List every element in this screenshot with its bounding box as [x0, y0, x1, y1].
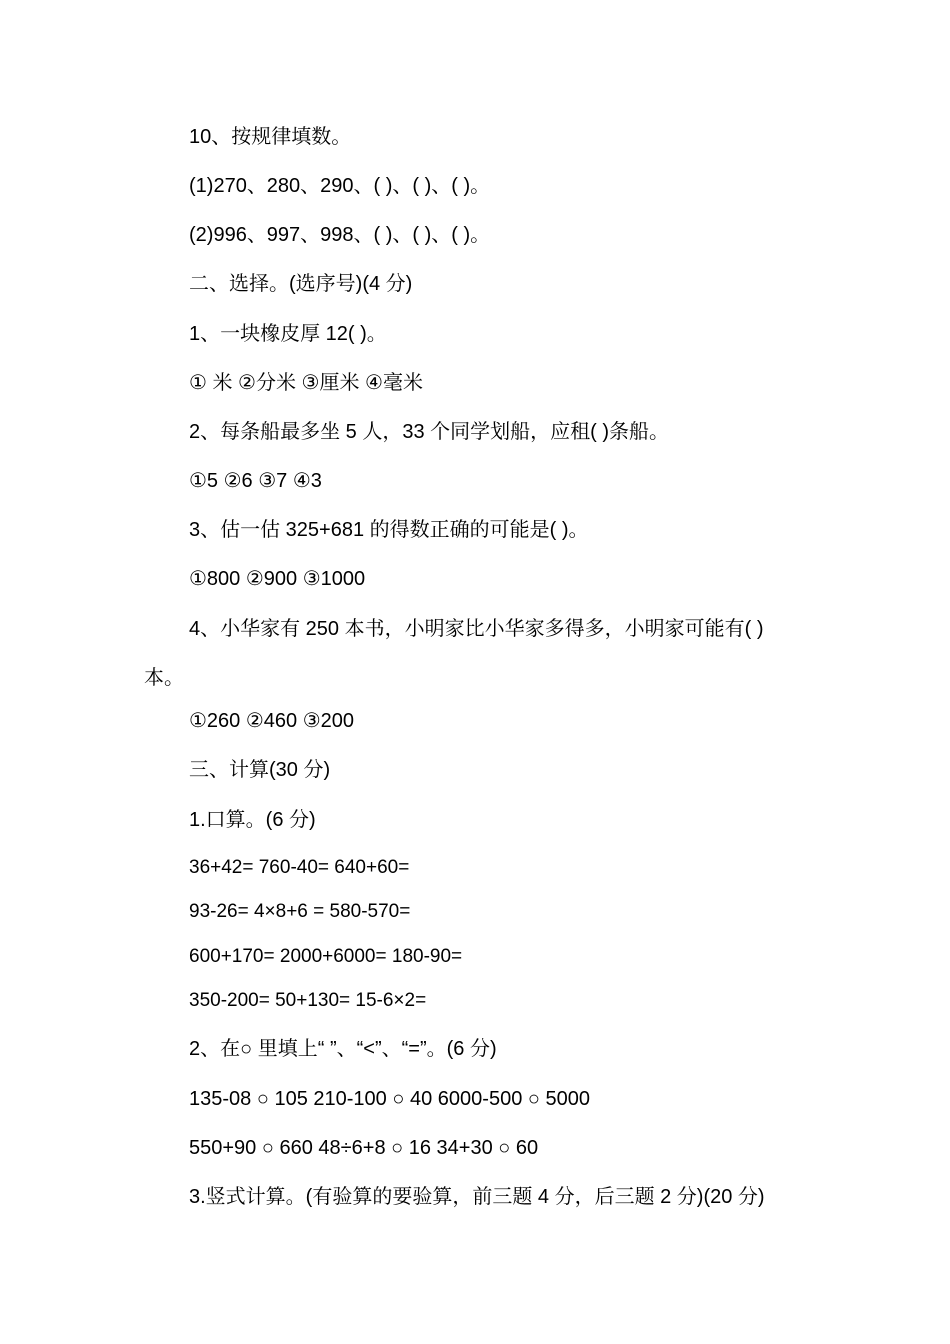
- question-10-part-1: (1)270、280、290、( )、( )、( )。: [189, 175, 491, 197]
- mental-math-row-2: 93-26= 4×8+6 = 580-570=: [189, 901, 411, 922]
- choice-question-4-options: ①260 ②460 ③200: [189, 710, 355, 732]
- compare-heading: 2、在○ 里填上“ ”、“<”、“=”。(6 分): [189, 1038, 497, 1060]
- choice-question-1: 1、一块橡皮厚 12( )。: [189, 323, 387, 345]
- choice-question-4: 4、小华家有 250 本书，小明家比小华家多得多，小明家可能有( ): [189, 618, 764, 640]
- mental-math-row-1: 36+42= 760-40= 640+60=: [189, 857, 410, 878]
- mental-math-row-4: 350-200= 50+130= 15-6×2=: [189, 990, 427, 1011]
- choice-question-2-options: ①5 ②6 ③7 ④3: [189, 470, 322, 492]
- section-3-heading: 三、计算(30 分): [189, 759, 331, 781]
- choice-question-3: 3、估一估 325+681 的得数正确的可能是( )。: [189, 519, 589, 541]
- section-2-heading: 二、选择。(选序号)(4 分): [189, 273, 413, 295]
- mental-math-heading: 1.口算。(6 分): [189, 809, 316, 831]
- mental-math-row-3: 600+170= 2000+6000= 180-90=: [189, 946, 463, 967]
- choice-question-4-continuation: 本。: [144, 667, 184, 689]
- choice-question-2: 2、每条船最多坐 5 人，33 个同学划船，应租( )条船。: [189, 421, 670, 443]
- question-10-part-2: (2)996、997、998、( )、( )、( )。: [189, 224, 491, 246]
- choice-question-1-options: ① 米 ②分米 ③厘米 ④毫米: [189, 372, 423, 394]
- question-10-title: 10、按规律填数。: [189, 126, 352, 148]
- vertical-calc-heading: 3.竖式计算。(有验算的要验算，前三题 4 分，后三题 2 分)(20 分): [189, 1186, 765, 1208]
- compare-row-2: 550+90 ○ 660 48÷6+8 ○ 16 34+30 ○ 60: [189, 1137, 539, 1159]
- compare-row-1: 135-08 ○ 105 210-100 ○ 40 6000-500 ○ 5000: [189, 1088, 590, 1110]
- choice-question-3-options: ①800 ②900 ③1000: [189, 568, 366, 590]
